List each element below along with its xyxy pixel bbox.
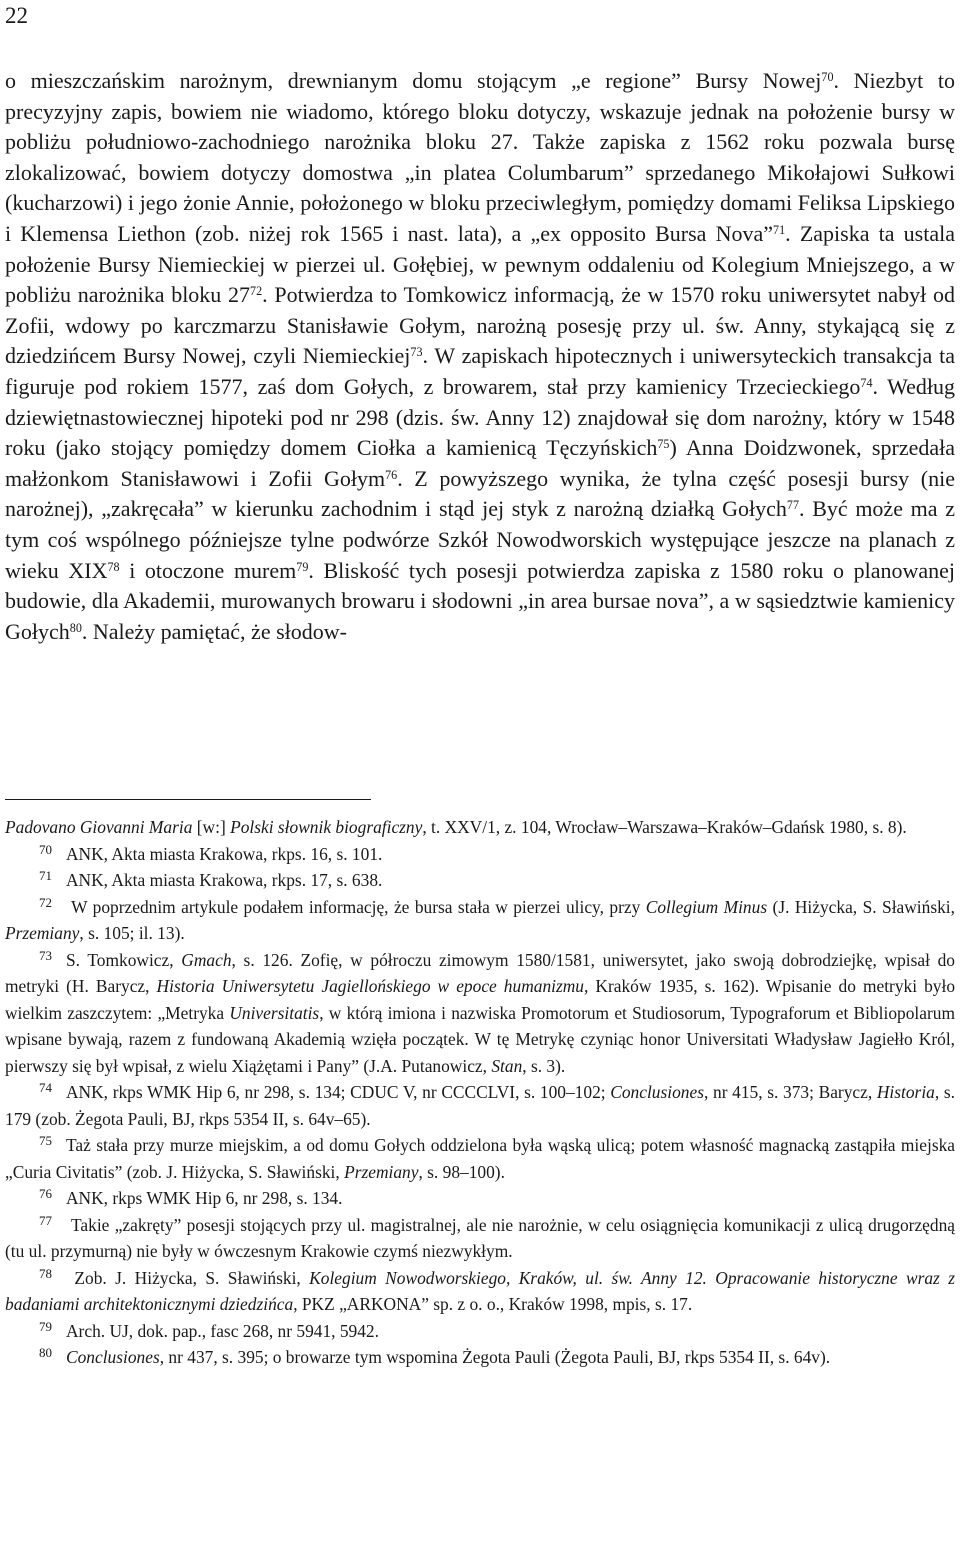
footnote-ref-79[interactable]: 79 [296, 559, 309, 574]
footnote-80: 80 Conclusiones, nr 437, s. 395; o browarze tym wspomina Żegota Pauli (Żegota Pauli, BJ, rkps 5354 II, s. 64v). [39, 1345, 831, 1367]
footnotes [5, 814, 955, 1371]
footnote-71: 71 ANK, Akta miasta Krakowa, rkps. 17, s. 638. [39, 868, 383, 890]
main-text: o mieszczańskim narożnym, drewnianym domu stojącym „e regione” Bursy Nowej$^{70}$. Niezbyt to precyzyjny zapis, bowiem nie wiadomo, którego bloku dotyczy, wskazuje jednak na położenie bursy w pobliżu południowo-zachodniego narożnika bloku 27. Także zapiska z 1562 roku pozwala bursę zlokalizować, bowiem dotyczy domostwa „in platea Columbarum” sprzedanego Mikołajowi Sułkowi (kucharzowi) i jego żonie Annie, położonego w bloku przeciwległym, pomiędzy domami Feliksa Lipskiego i Klemensa Liethon (zob. niżej rok 1565 i nast. lata), a „ex opposito Bursa Nova”$^{71}$. Zapiska ta ustala położenie Bursy Niemieckiej w pierzei ul. Gołębiej, w pewnym oddaleniu od Kolegium Mniejszego, a w pobliżu narożnika bloku $27^{72}$. Potwierdza to Tomkowicz informacją, że w 1570 roku uniwersytet nabył od Zofii, wdowy po karczmarzu Stanisławie Gołym, narożną posesję przy ul. św. Anny, stykającą się z dziedzińcem Bursy Nowej, czyli Niemieckiej$^{73}$. W zapiskach hipotecznych i uniwersyteckich transakcja ta figuruje pod rokiem 1577, zaś dom Gołych, z browarem, stał przy kamienicy Trzecieckiego$^{74}$. Według dziewiętnastowiecznej hipoteki pod nr 298 (dzis. św. Anny 12) znajdował się dom narożny, który w 1548 roku (jako stojący pomiędzy domem Ciołka a kamienicą Tęczyńskich$^{75}$) Anna Doidzwonek, sprzedała małżonkom Stanisławowi i Zofii Gołym$^{76}$. Z powyższego wynika, że tylna część posesji bursy (nie narożnej), „zakręcała” w kierunku zachodnim i stąd jej styk z narożną działką Gołych$^{77}$. Być może ma z tym coś wspólnego późniejsze tylne podwórze Szkół Nowodworskich występujące jeszcze na planach z wieku XIX$^{78}$ i otoczone murem$^{79}$. Bliskość tych posesji potwierdza zapiska z 1580 roku o planowanej budowie, dla Akademii, murowanych browaru i słodowni „in area bursae nova”, a w sąsiedztwie kamienicy Gołych$^{80}$. Należy pamiętać, że słodow- [5, 68, 955, 644]
footnote-ref-78[interactable]: 78 [107, 559, 120, 574]
footnote-ref-71[interactable]: 71 [773, 222, 786, 237]
footnote-70: 70 ANK, Akta miasta Krakowa, rkps. 16, s. 101. [39, 841, 383, 864]
footnote-74: 74 ANK, rkps WMK Hip 6, nr 298, s. 134; CDUC V, nr CCCCLVI, s. 100–102; Conclusiones, nr 415, s. 373; Barycz, Historia, s. 179 (zob. Żegota Pauli, BJ, rkps 5354 II, s. 64v–65). [5, 1080, 955, 1129]
footnote-ref-75[interactable]: 75 [657, 436, 670, 451]
footnote-75: 75 Taż stała przy murze miejskim, a od domu Gołych oddzielona była wąską ulicą; potem własność magnacką zastąpiła miejska „Curia Civitatis” (zob. J. Hiżycka, S. Sławiński, Przemiany, s. 98–100). [5, 1133, 955, 1182]
page-number: 22 [5, 3, 28, 28]
footnote-79: 79 Arch. UJ, dok. pap., fasc 268, nr 5941, 5942. [39, 1318, 379, 1341]
footnote-separator [5, 799, 371, 800]
footnote-continuation: Padovano Giovanni Maria [w:] Polski słownik biograficzny, t. XXV/1, z. 104, Wrocław–Warszawa–Kraków–Gdańsk 1980, s. 8). [5, 817, 907, 837]
footnote-ref-73[interactable]: 73 [410, 345, 423, 360]
footnote-ref-76[interactable]: 76 [385, 467, 398, 482]
footnote-ref-70[interactable]: 70 [821, 69, 834, 84]
footnote-ref-77[interactable]: 77 [786, 498, 799, 513]
footnote-77: 77 Takie „zakręty” posesji stojących przy ul. magistralnej, ale nie narożnie, w celu osiągnięcia komunikacji z ulicą drugorzędną (tu ul. przymurną) nie były w ówczesnym Krakowie czymś niezwykłym. [5, 1212, 955, 1261]
footnote-ref-80[interactable]: 80 [69, 620, 82, 635]
footnote-ref-74[interactable]: 74 [860, 375, 873, 390]
footnote-ref-72[interactable]: 72 [250, 283, 263, 298]
footnote-73: 73 S. Tomkowicz, Gmach, s. 126. Zofię, w półroczu zimowym 1580/1581, uniwersytet, jako swoją dobrodziejkę, wpisał do metryki (H. Barycz, Historia Uniwersytetu Jagiellońskiego w epoce humanizmu, Kraków 1935, s. 162). Wpisanie do metryki było wielkim zaszczytem: „Metryka Universitatis, w którą imiona i nazwiska Promotorum et Studiosorum, Typograforum et Bibliopolarum wpisane bywają, razem z fundowaną Akademią wzięła początek. W tę Metrykę czyniąc honor Universitati Władysław Jagiełło Król, pierwszy się był wpisał, z wielu Xiążętami i Pany” (J.A. Putanowicz, Stan, s. 3). [5, 947, 956, 1076]
footnote-72: 72 W poprzednim artykule podałem informację, że bursa stała w pierzei ulicy, przy Collegium Minus (J. Hiżycka, S. Sławiński, Przemiany, s. 105; il. 13). [5, 894, 955, 943]
footnote-78: 78 Zob. J. Hiżycka, S. Sławiński, Kolegium Nowodworskiego, Kraków, ul. św. Anny 12. Opracowanie historyczne wraz z badaniami architektonicznymi dziedzińca, PKZ „ARKONA” sp. z o. o., Kraków 1998, mpis, s. 17. [5, 1265, 955, 1314]
footnote-76: 76 ANK, rkps WMK Hip 6, nr 298, s. 134. [39, 1186, 343, 1208]
